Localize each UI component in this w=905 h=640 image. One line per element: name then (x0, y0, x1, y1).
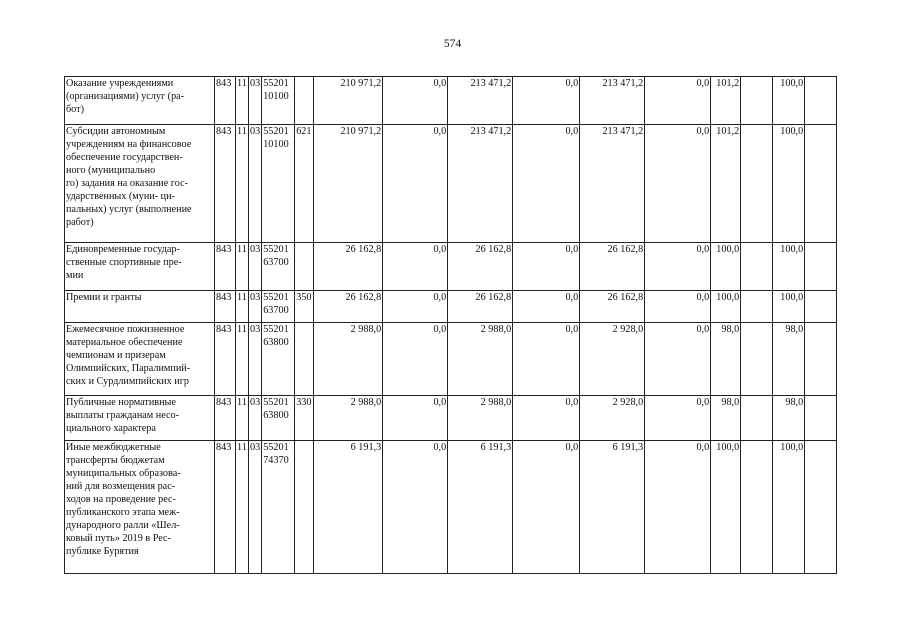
percent-col-1: 101,2 (711, 125, 741, 243)
value-col-2: 0,0 (383, 77, 448, 125)
row-name-cell-line: Субсидии автономным (66, 126, 166, 137)
csr-cell-line: 63700 (263, 257, 289, 268)
rz-cell: 11 (236, 125, 249, 243)
vr-cell (295, 77, 314, 125)
row-name-cell-line: Единовременные государ- (66, 244, 180, 255)
csr-cell-line: 55201 (263, 324, 289, 335)
row-name-cell (65, 396, 215, 441)
value-col-2: 0,0 (383, 396, 448, 441)
table-row (65, 323, 837, 396)
csr-cell-line: 63800 (263, 337, 289, 348)
trailing-col (805, 291, 837, 323)
csr-cell-line: 74370 (263, 455, 289, 466)
csr-cell (262, 291, 295, 323)
value-col-4: 0,0 (513, 77, 580, 125)
percent-col-1: 98,0 (711, 396, 741, 441)
vr-cell: 330 (295, 396, 314, 441)
value-col-2: 0,0 (383, 243, 448, 291)
csr-cell-line: 55201 (263, 78, 289, 89)
value-col-1: 6 191,3 (314, 441, 383, 574)
csr-cell-line: 55201 (263, 397, 289, 408)
row-name-cell-line: бот) (66, 104, 84, 115)
row-name-cell-line: Публичные нормативные (66, 397, 176, 408)
grbs-cell: 843 (215, 77, 236, 125)
empty-col (741, 441, 773, 574)
rz-cell: 11 (236, 323, 249, 396)
value-col-3: 26 162,8 (448, 291, 513, 323)
csr-cell-line: 55201 (263, 244, 289, 255)
row-name-cell (65, 291, 215, 323)
row-name-cell-line: ний для возмещения рас- (66, 481, 176, 492)
pr-cell: 03 (249, 243, 262, 291)
value-col-4: 0,0 (513, 396, 580, 441)
page-number: 574 (443, 38, 462, 50)
csr-cell (262, 441, 295, 574)
value-col-1: 210 971,2 (314, 77, 383, 125)
csr-cell (262, 323, 295, 396)
trailing-col (805, 323, 837, 396)
value-col-6: 0,0 (645, 243, 711, 291)
row-name-cell-line: ственные спортивные пре- (66, 257, 182, 268)
row-name-cell-line: публиканского этапа меж- (66, 507, 180, 518)
percent-col-2: 100,0 (773, 125, 805, 243)
grbs-cell: 843 (215, 125, 236, 243)
csr-cell-line: 63800 (263, 410, 289, 421)
empty-col (741, 291, 773, 323)
value-col-4: 0,0 (513, 291, 580, 323)
row-name-cell-line: ских и Сурдлимпийских игр (66, 376, 189, 387)
trailing-col (805, 441, 837, 574)
row-name-cell-line: ного (муниципально (66, 165, 156, 176)
row-name-cell-line: обеспечение государствен- (66, 152, 183, 163)
percent-col-1: 100,0 (711, 441, 741, 574)
vr-cell: 621 (295, 125, 314, 243)
row-name-cell-line: ударственных (муни- ци- (66, 191, 175, 202)
grbs-cell: 843 (215, 396, 236, 441)
vr-cell (295, 243, 314, 291)
row-name-cell-line: мии (66, 270, 84, 281)
value-col-6: 0,0 (645, 125, 711, 243)
row-name-cell-line: (организациями) услуг (ра- (66, 91, 185, 102)
row-name-cell-line: ходов на проведение рес- (66, 494, 176, 505)
trailing-col (805, 125, 837, 243)
empty-col (741, 77, 773, 125)
row-name-cell (65, 441, 215, 574)
trailing-col (805, 77, 837, 125)
grbs-cell: 843 (215, 291, 236, 323)
percent-col-1: 100,0 (711, 243, 741, 291)
table-row (65, 291, 837, 323)
value-col-2: 0,0 (383, 323, 448, 396)
value-col-5: 2 928,0 (580, 396, 645, 441)
csr-cell-line: 55201 (263, 126, 289, 137)
value-col-2: 0,0 (383, 125, 448, 243)
grbs-cell: 843 (215, 441, 236, 574)
grbs-cell: 843 (215, 323, 236, 396)
value-col-3: 2 988,0 (448, 323, 513, 396)
row-name-cell (65, 77, 215, 125)
csr-cell (262, 243, 295, 291)
row-name-cell-line: чемпионам и призерам (66, 350, 166, 361)
row-name-cell-line: выплаты гражданам несо- (66, 410, 180, 421)
vr-cell (295, 441, 314, 574)
vr-cell (295, 323, 314, 396)
row-name-cell-line: го) задания на оказание гос- (66, 178, 188, 189)
row-name-cell-line: работ) (66, 217, 94, 228)
row-name-cell-line: Ежемесячное пожизненное (66, 324, 185, 335)
csr-cell-line: 55201 (263, 442, 289, 453)
pr-cell: 03 (249, 125, 262, 243)
csr-cell (262, 396, 295, 441)
value-col-5: 6 191,3 (580, 441, 645, 574)
value-col-5: 213 471,2 (580, 125, 645, 243)
value-col-6: 0,0 (645, 291, 711, 323)
row-name-cell-line: Иные межбюджетные (66, 442, 161, 453)
value-col-5: 2 928,0 (580, 323, 645, 396)
row-name-cell-line: материальное обеспечение (66, 337, 183, 348)
value-col-3: 6 191,3 (448, 441, 513, 574)
table-row (65, 396, 837, 441)
row-name-cell-line: Оказание учреждениями (66, 78, 174, 89)
row-name-cell-line: учреждениям на финансовое (66, 139, 192, 150)
percent-col-2: 98,0 (773, 323, 805, 396)
pr-cell: 03 (249, 441, 262, 574)
value-col-5: 26 162,8 (580, 291, 645, 323)
empty-col (741, 396, 773, 441)
percent-col-2: 100,0 (773, 441, 805, 574)
value-col-1: 210 971,2 (314, 125, 383, 243)
percent-col-1: 100,0 (711, 291, 741, 323)
empty-col (741, 243, 773, 291)
row-name-cell-line: дународного ралли «Шел- (66, 520, 180, 531)
percent-col-1: 98,0 (711, 323, 741, 396)
csr-cell (262, 125, 295, 243)
csr-cell-line: 63700 (263, 305, 289, 316)
value-col-4: 0,0 (513, 125, 580, 243)
csr-cell (262, 77, 295, 125)
budget-table (64, 76, 837, 574)
value-col-5: 26 162,8 (580, 243, 645, 291)
row-name-cell-line: ковый путь» 2019 в Рес- (66, 533, 171, 544)
table-body (65, 77, 837, 574)
value-col-4: 0,0 (513, 441, 580, 574)
value-col-6: 0,0 (645, 323, 711, 396)
table-row (65, 125, 837, 243)
value-col-1: 26 162,8 (314, 243, 383, 291)
csr-cell-line: 10100 (263, 139, 289, 150)
row-name-cell-line: муниципальных образова- (66, 468, 181, 479)
row-name-cell (65, 125, 215, 243)
value-col-2: 0,0 (383, 441, 448, 574)
table-row (65, 77, 837, 125)
row-name-cell (65, 243, 215, 291)
pr-cell: 03 (249, 77, 262, 125)
row-name-cell-line: пальных) услуг (выполнение (66, 204, 192, 215)
value-col-2: 0,0 (383, 291, 448, 323)
value-col-1: 26 162,8 (314, 291, 383, 323)
value-col-3: 213 471,2 (448, 125, 513, 243)
trailing-col (805, 396, 837, 441)
pr-cell: 03 (249, 396, 262, 441)
value-col-4: 0,0 (513, 243, 580, 291)
value-col-3: 213 471,2 (448, 77, 513, 125)
value-col-3: 26 162,8 (448, 243, 513, 291)
value-col-6: 0,0 (645, 77, 711, 125)
value-col-6: 0,0 (645, 441, 711, 574)
value-col-1: 2 988,0 (314, 323, 383, 396)
value-col-6: 0,0 (645, 396, 711, 441)
percent-col-2: 100,0 (773, 77, 805, 125)
pr-cell: 03 (249, 291, 262, 323)
grbs-cell: 843 (215, 243, 236, 291)
table-row (65, 441, 837, 574)
row-name-cell-line: циального характера (66, 423, 156, 434)
row-name-cell-line: Премии и гранты (66, 292, 142, 303)
row-name-cell-line: трансферты бюджетам (66, 455, 165, 466)
percent-col-2: 100,0 (773, 291, 805, 323)
value-col-3: 2 988,0 (448, 396, 513, 441)
trailing-col (805, 243, 837, 291)
row-name-cell (65, 323, 215, 396)
empty-col (741, 125, 773, 243)
csr-cell-line: 10100 (263, 91, 289, 102)
rz-cell: 11 (236, 396, 249, 441)
percent-col-1: 101,2 (711, 77, 741, 125)
value-col-1: 2 988,0 (314, 396, 383, 441)
rz-cell: 11 (236, 291, 249, 323)
table-row (65, 243, 837, 291)
empty-col (741, 323, 773, 396)
row-name-cell-line: публике Бурятия (66, 546, 139, 557)
csr-cell-line: 55201 (263, 292, 289, 303)
row-name-cell-line: Олимпийских, Паралимпий- (66, 363, 191, 374)
value-col-4: 0,0 (513, 323, 580, 396)
percent-col-2: 100,0 (773, 243, 805, 291)
pr-cell: 03 (249, 323, 262, 396)
vr-cell: 350 (295, 291, 314, 323)
value-col-5: 213 471,2 (580, 77, 645, 125)
rz-cell: 11 (236, 441, 249, 574)
rz-cell: 11 (236, 243, 249, 291)
percent-col-2: 98,0 (773, 396, 805, 441)
rz-cell: 11 (236, 77, 249, 125)
